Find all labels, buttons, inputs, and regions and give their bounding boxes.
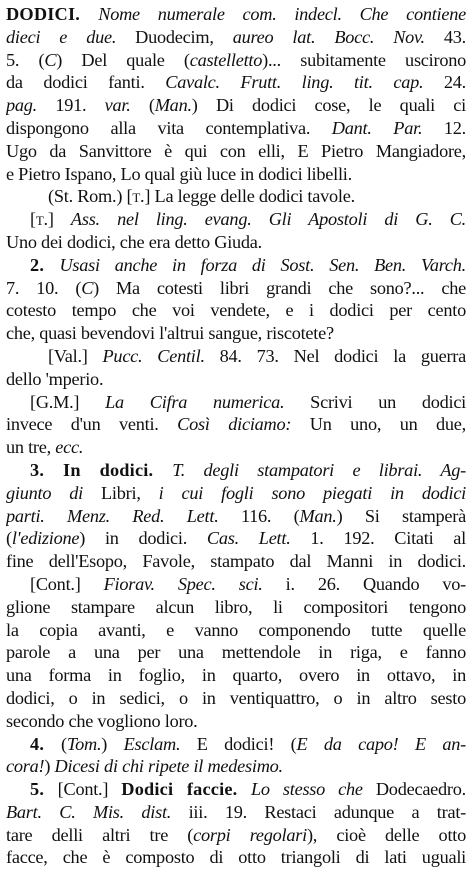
entry-text: t. (35, 209, 48, 230)
bold-label: DODICI. (6, 4, 99, 24)
italic-text: Man. (299, 505, 337, 526)
entry-line (6, 619, 466, 642)
entry-text: [G.M.] (30, 391, 106, 412)
entry-text: ) (101, 733, 124, 754)
entry-line (6, 755, 466, 778)
entry-line (6, 596, 466, 619)
italic-text: Dant. Par. (331, 117, 423, 138)
entry-text: ( (6, 528, 12, 549)
entry-line (6, 94, 466, 117)
entry-text: glione stampare alcun libro, li compositori tengono (6, 596, 466, 617)
entry-text: facce, che è composto di otto triangoli di lati uguali (6, 847, 466, 868)
entry-text: [Cont.] (57, 779, 122, 800)
italic-text: dieci e due. (6, 26, 117, 47)
italic-text: var. (104, 95, 131, 116)
entry-text: un tre, (6, 437, 56, 458)
italic-text: l'edizione (11, 528, 80, 549)
entry-text: 7. 10. ( (6, 277, 82, 298)
bold-label: 2. (30, 254, 60, 275)
entry-text: E dodici! ( (180, 733, 297, 754)
entry-text: ) Ma cotesti libri grandi che sono?... che (93, 277, 466, 298)
entry-line (6, 459, 466, 482)
entry-text: [Cont.] (30, 573, 104, 594)
entry-text: ) Si stamperà (336, 505, 466, 526)
entry-text: t. (132, 186, 145, 207)
italic-text: T. degli stampatori e librai. Ag- (172, 459, 466, 480)
italic-text: aureo lat. Bocc. Nov. (232, 26, 425, 47)
entry-line (6, 573, 466, 596)
italic-text: C (81, 277, 94, 298)
entry-text: dello 'mperio. (6, 368, 104, 389)
entry-line (6, 185, 466, 208)
entry-text: Duodecim, (116, 26, 233, 47)
entry-text: fine dell'Esopo, Favole, stampato dal Manni in dodici. (6, 551, 466, 572)
entry-text: )... subitamente uscirono (262, 49, 466, 70)
bold-label: 5. (30, 779, 58, 800)
entry-text: Ugo da Sanvittore è qui con elli, E Pietro Mangiadore, (6, 140, 466, 161)
bold-label: Dodici faccie. (121, 779, 251, 800)
entry-line (6, 664, 466, 687)
entry-line (6, 368, 466, 391)
entry-text: [Val.] (48, 345, 103, 366)
entry-text: ( (61, 733, 67, 754)
italic-text: parti. Menz. Red. Lett. (6, 505, 219, 526)
entry-line (6, 801, 466, 824)
entry-text: tare delli altri tre ( (6, 824, 194, 845)
italic-text: castelletto (189, 49, 263, 70)
entry-text: 116. ( (218, 505, 300, 526)
entry-line (6, 482, 466, 505)
entry-line (6, 733, 466, 756)
entry-text: 12. (422, 117, 466, 138)
entry-line (6, 413, 466, 436)
entry-line (6, 208, 466, 231)
italic-text: Nome numerale com. indecl. Che contiene (98, 4, 466, 24)
entry-line (6, 71, 466, 94)
entry-text: dodici, o in sedici, o in ventiquattro, o in altro sesto (6, 687, 466, 708)
entry-text: ) (44, 756, 55, 777)
entry-line (6, 436, 466, 459)
dictionary-entry-dodici (6, 3, 466, 869)
entry-line (6, 846, 466, 869)
entry-text: ] (47, 209, 71, 230)
entry-text: che, quasi bevendovi l'altrui sangue, riscotete? (6, 323, 334, 344)
entry-text: dispongono alla vita contemplativa. (6, 117, 332, 138)
entry-line (6, 26, 466, 49)
entry-line (6, 778, 466, 801)
italic-text: cora! (6, 756, 45, 777)
entry-line (6, 824, 466, 847)
italic-text: Cas. Lett. (206, 528, 291, 549)
entry-text: ) Del quale ( (56, 49, 190, 70)
entry-line (6, 231, 466, 254)
entry-text: 1. 192. Citati al (290, 528, 466, 549)
entry-line (6, 3, 466, 26)
entry-text: 24. (423, 72, 466, 93)
italic-text: C (44, 49, 57, 70)
italic-text: Fiorav. Spec. sci. (103, 573, 263, 594)
entry-text: Libri, (82, 482, 159, 503)
entry-line (6, 527, 466, 550)
entry-line (6, 641, 466, 664)
entry-text: i. 26. Quando vo- (262, 573, 466, 594)
entry-text: la copia avanti, e vanno componendo tutte quelle (6, 619, 466, 640)
entry-text: invece d'un venti. (6, 414, 178, 435)
italic-text: giunto di (6, 482, 83, 503)
italic-text: i cui fogli sono piegati in dodici (158, 482, 466, 503)
italic-text: Così diciamo: (177, 414, 292, 435)
entry-text: ) in dodici. (79, 528, 207, 549)
entry-text: ] La legge delle dodici tavole. (144, 186, 355, 207)
entry-text: e Pietro Ispano, Lo qual giù luce in dodici libelli. (6, 163, 352, 184)
entry-text: Dodecaedro. (362, 779, 466, 800)
italic-text: Usasi anche in forza di Sost. Sen. Ben. Varch. (59, 254, 466, 275)
entry-text: (St. Rom.) [ (48, 186, 133, 207)
italic-text: Dicesi di chi ripete il medesimo. (54, 756, 283, 777)
entry-text: [ (30, 209, 36, 230)
italic-text: pag. (6, 95, 37, 116)
italic-text: Lo stesso che (250, 779, 363, 800)
entry-line (6, 163, 466, 186)
entry-text: iii. 19. Restaci adunque a trat- (171, 801, 466, 822)
italic-text: Man. (154, 95, 192, 116)
entry-text: ( (130, 95, 155, 116)
entry-line (6, 687, 466, 710)
entry-line (6, 49, 466, 72)
entry-text: Uno dei dodici, che era detto Giuda. (6, 231, 262, 252)
bold-label: 4. (30, 733, 62, 754)
entry-line (6, 391, 466, 414)
entry-text: da dodici fanti. (6, 72, 166, 93)
bold-label: 3. In dodici. (30, 459, 173, 480)
italic-text: E da capo! E an- (296, 733, 466, 754)
entry-text: ) Di dodici cose, le quali ci (191, 95, 466, 116)
entry-line (6, 254, 466, 277)
entry-line (6, 710, 466, 733)
entry-text: una forma in foglio, in quarto, overo in ottavo, in (6, 665, 466, 686)
italic-text: Cavalc. Frutt. ling. tit. cap. (165, 72, 424, 93)
entry-line (6, 299, 466, 322)
italic-text: Esclam. (123, 733, 181, 754)
entry-line (6, 505, 466, 528)
entry-text: 191. (37, 95, 105, 116)
italic-text: corpi regolari (193, 824, 307, 845)
entry-line (6, 277, 466, 300)
italic-text: Pucc. Centil. (102, 345, 205, 366)
entry-line (6, 117, 466, 140)
entry-line (6, 345, 466, 368)
entry-text: 43. (424, 26, 466, 47)
entry-text: Scrivi un dodici (284, 391, 466, 412)
italic-text: Tom. (66, 733, 102, 754)
entry-line (6, 140, 466, 163)
italic-text: ecc. (55, 437, 84, 458)
entry-text: 5. ( (6, 49, 45, 70)
italic-text: Bart. C. Mis. dist. (6, 801, 172, 822)
italic-text: La Cifra numerica. (105, 391, 285, 412)
entry-text: parole a una per una mettendole in riga, e fanno (6, 642, 466, 663)
entry-text: Un uno, un due, (291, 414, 466, 435)
italic-text: Ass. nel ling. evang. Gli Apostoli di G. C. (70, 209, 466, 230)
entry-line (6, 550, 466, 573)
entry-text: secondo che vogliono loro. (6, 710, 198, 731)
entry-text: cotesto tempo che voi vendete, e i dodici per cento (6, 300, 466, 321)
entry-text: ), cioè delle otto (306, 824, 466, 845)
entry-line (6, 322, 466, 345)
entry-text: 84. 73. Nel dodici la guerra (204, 345, 466, 366)
